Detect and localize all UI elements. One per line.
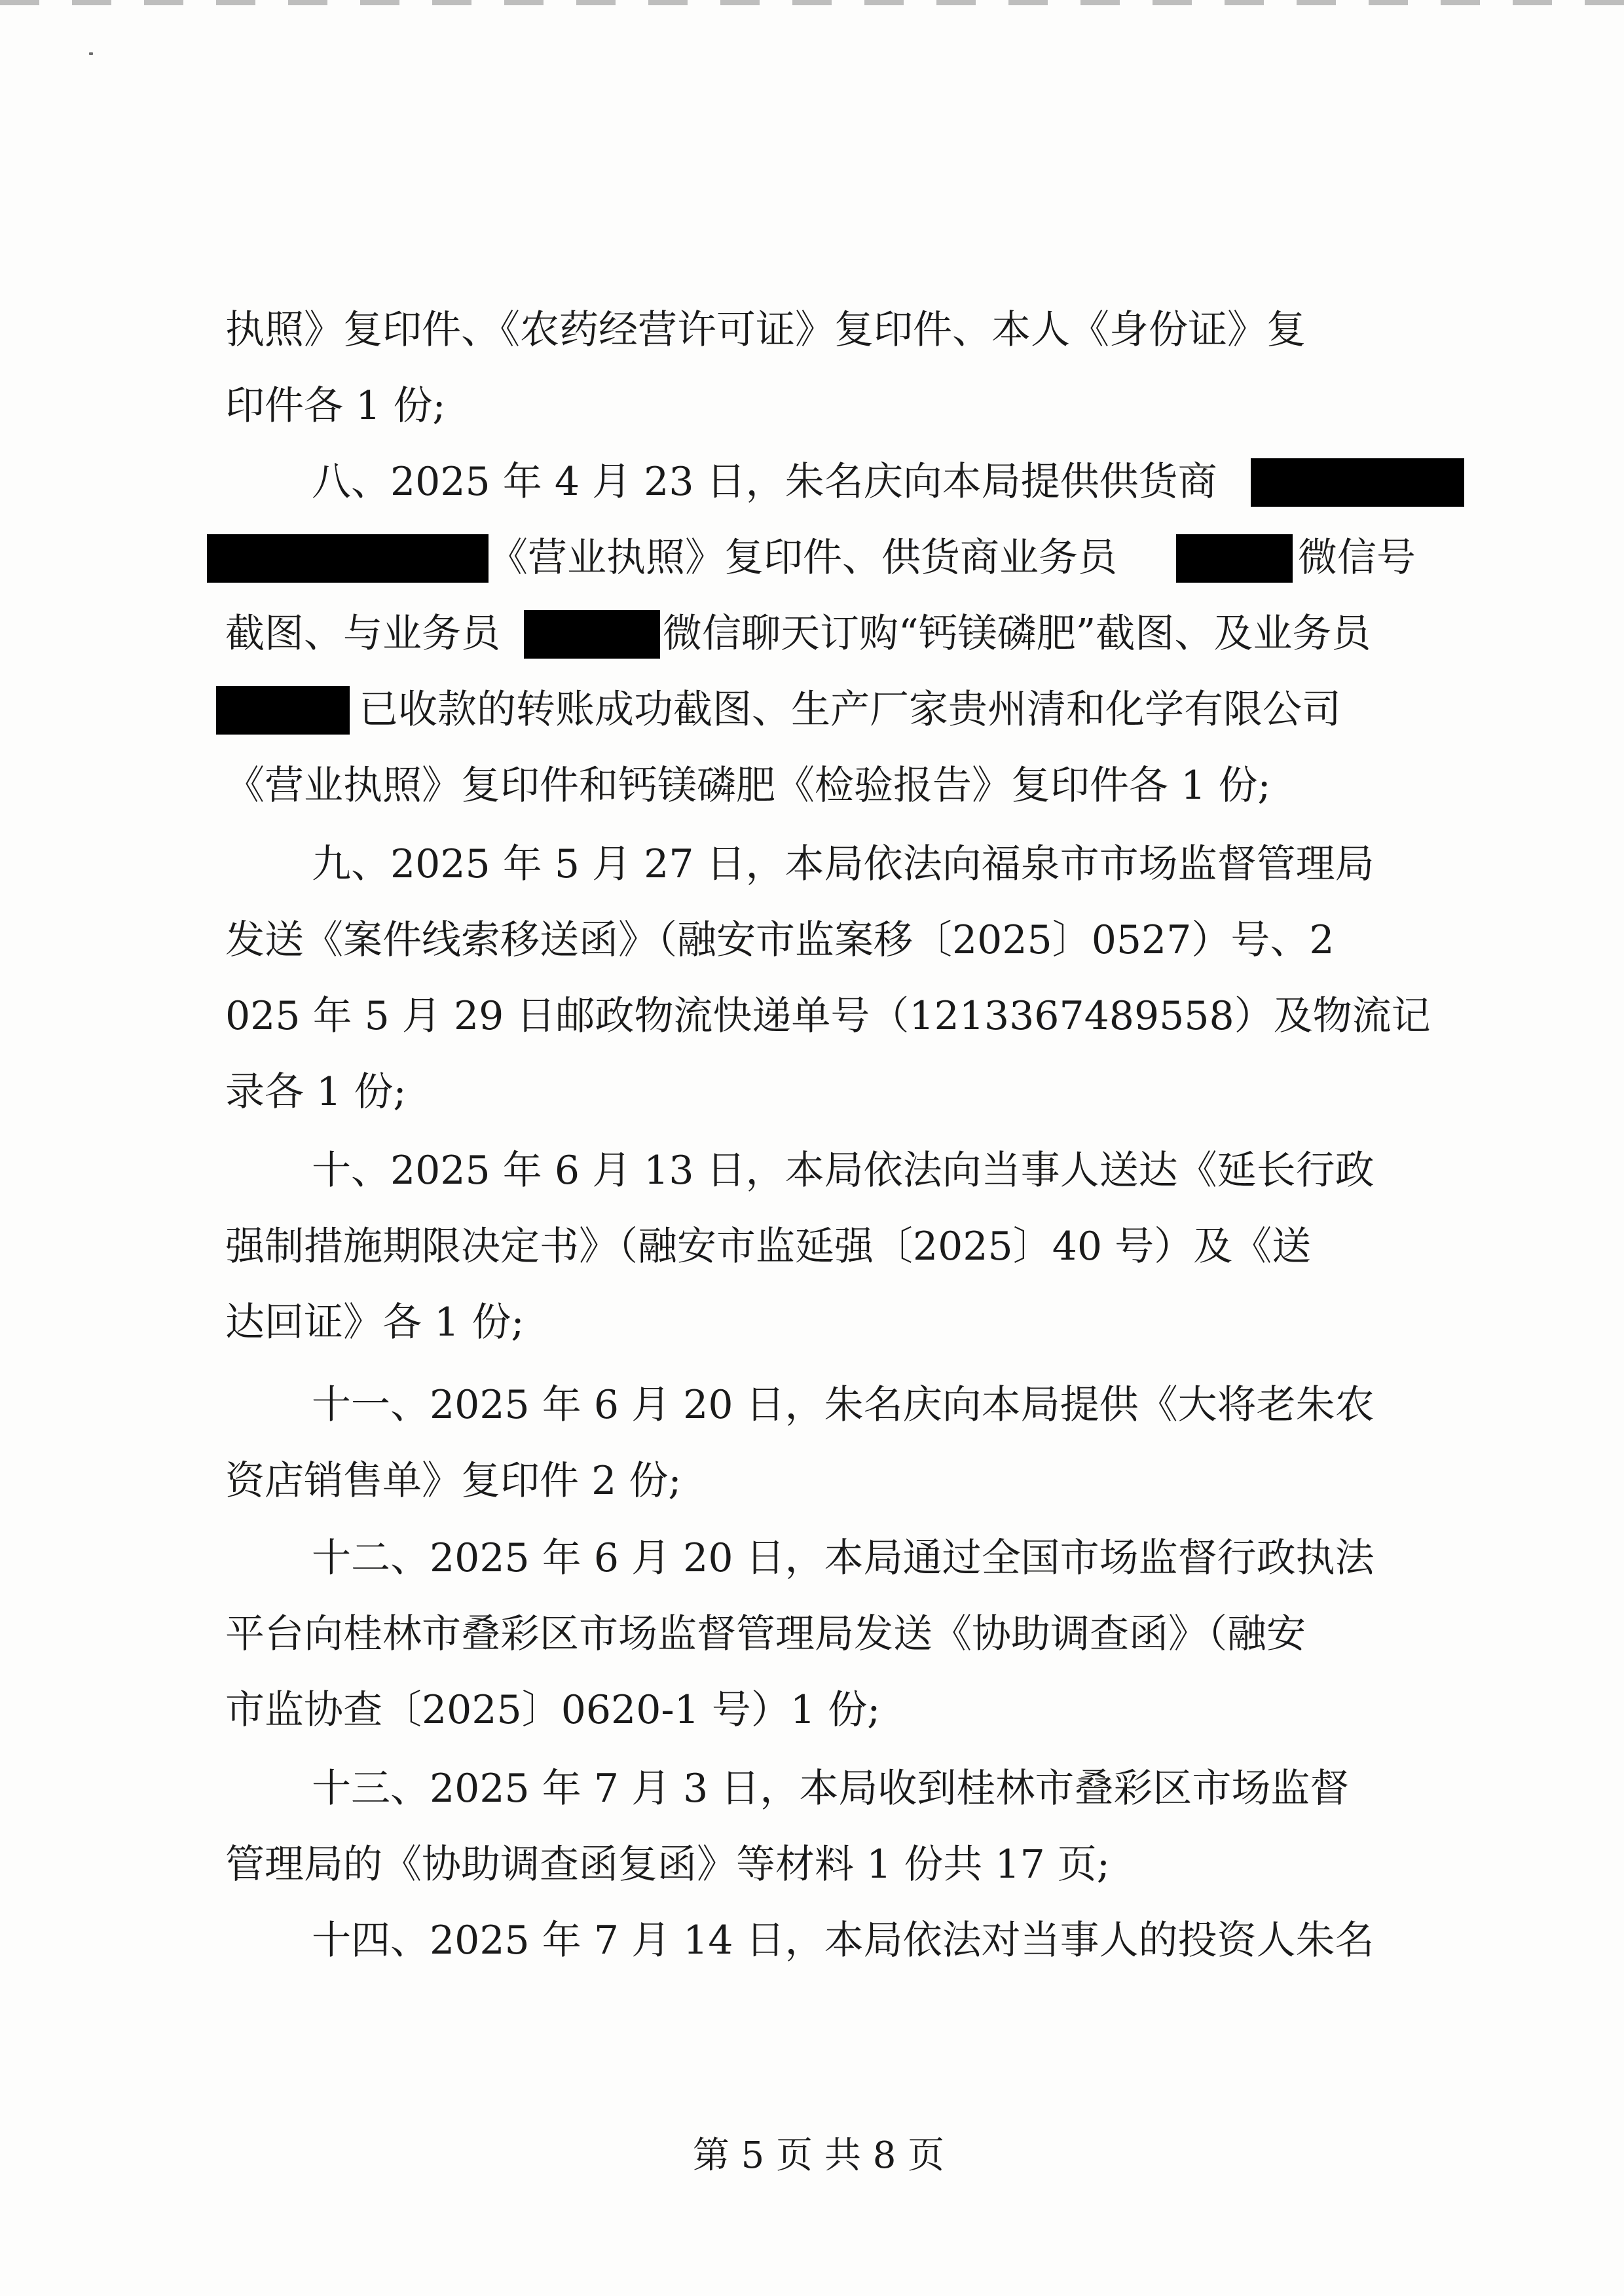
paragraph-8-line: [0, 444, 1624, 520]
line-text: 十二、2025 年 6 月 20 日，本局通过全国市场监督行政执法: [312, 1535, 1375, 1581]
line-text: 十一、2025 年 6 月 20 日，朱名庆向本局提供《大将老朱农: [312, 1382, 1375, 1428]
text-line: [0, 748, 1624, 824]
scan-speck: [89, 52, 93, 55]
scan-edge-marks: [0, 0, 1624, 5]
text-line: [0, 1672, 1624, 1748]
paragraph-10-line: [0, 1133, 1624, 1209]
paragraph-9-line: [0, 826, 1624, 902]
redaction-block: [1176, 534, 1293, 583]
text-line: [0, 1596, 1624, 1672]
line-text: 八、2025 年 4 月 23 日，朱名庆向本局提供供货商: [312, 459, 1217, 505]
line-text: 《营业执照》复印件、供货商业务员: [489, 535, 1117, 581]
text-line: [0, 902, 1624, 978]
paragraph-13-line: [0, 1751, 1624, 1827]
text-line: [0, 520, 1624, 596]
text-line: [0, 1827, 1624, 1903]
line-text: 资店销售单》复印件 2 份;: [225, 1458, 682, 1504]
line-text: 《营业执照》复印件和钙镁磷肥《检验报告》复印件各 1 份;: [225, 763, 1271, 809]
line-text: 录各 1 份;: [225, 1069, 407, 1115]
paragraph-14-line: [0, 1903, 1624, 1978]
line-text: 十三、2025 年 7 月 3 日，本局收到桂林市叠彩区市场监督: [312, 1766, 1350, 1812]
redaction-block: [1251, 458, 1464, 507]
text-line: [0, 292, 1624, 368]
line-text: 达回证》各 1 份;: [225, 1300, 525, 1345]
text-line: [0, 596, 1624, 672]
page-number-footer: 第 5 页 共 8 页: [692, 2134, 945, 2177]
text-line: [0, 1209, 1624, 1285]
line-text: 发送《案件线索移送函》（融安市监案移〔2025〕0527）号、2: [225, 917, 1335, 963]
line-text: 执照》复印件、《农药经营许可证》复印件、本人《身份证》复: [225, 307, 1306, 353]
line-text: 印件各 1 份;: [225, 383, 446, 429]
text-line: [0, 1054, 1624, 1130]
paragraph-12-line: [0, 1520, 1624, 1596]
text-line: [0, 978, 1624, 1054]
redaction-block: [207, 534, 489, 583]
line-text: 十、2025 年 6 月 13 日，本局依法向当事人送达《延长行政: [312, 1148, 1375, 1194]
line-text: 强制措施期限决定书》（融安市监延强〔2025〕40 号）及《送: [225, 1224, 1312, 1269]
line-text: 十四、2025 年 7 月 14 日，本局依法对当事人的投资人朱名: [312, 1918, 1375, 1963]
text-line: [0, 368, 1624, 444]
line-text: 截图、与业务员: [225, 611, 500, 657]
line-text: 市监协查〔2025〕0620-1 号）1 份;: [225, 1687, 881, 1733]
text-line: [0, 1285, 1624, 1360]
line-text: 平台向桂林市叠彩区市场监督管理局发送《协助调查函》（融安: [225, 1611, 1306, 1657]
line-text: 微信聊天订购“钙镁磷肥”截图、及业务员: [663, 611, 1371, 657]
line-text: 025 年 5 月 29 日邮政物流快递单号（1213367489558）及物流记: [225, 993, 1431, 1039]
text-line: [0, 672, 1624, 748]
line-text: 已收款的转账成功截图、生产厂家贵州清和化学有限公司: [359, 687, 1341, 733]
line-text: 微信号: [1298, 535, 1416, 581]
redaction-block: [216, 686, 350, 735]
line-text: 管理局的《协助调查函复函》等材料 1 份共 17 页;: [225, 1842, 1111, 1887]
line-text: 九、2025 年 5 月 27 日，本局依法向福泉市市场监督管理局: [312, 841, 1375, 887]
redaction-block: [524, 610, 660, 659]
text-line: [0, 1443, 1624, 1519]
paragraph-11-line: [0, 1367, 1624, 1443]
